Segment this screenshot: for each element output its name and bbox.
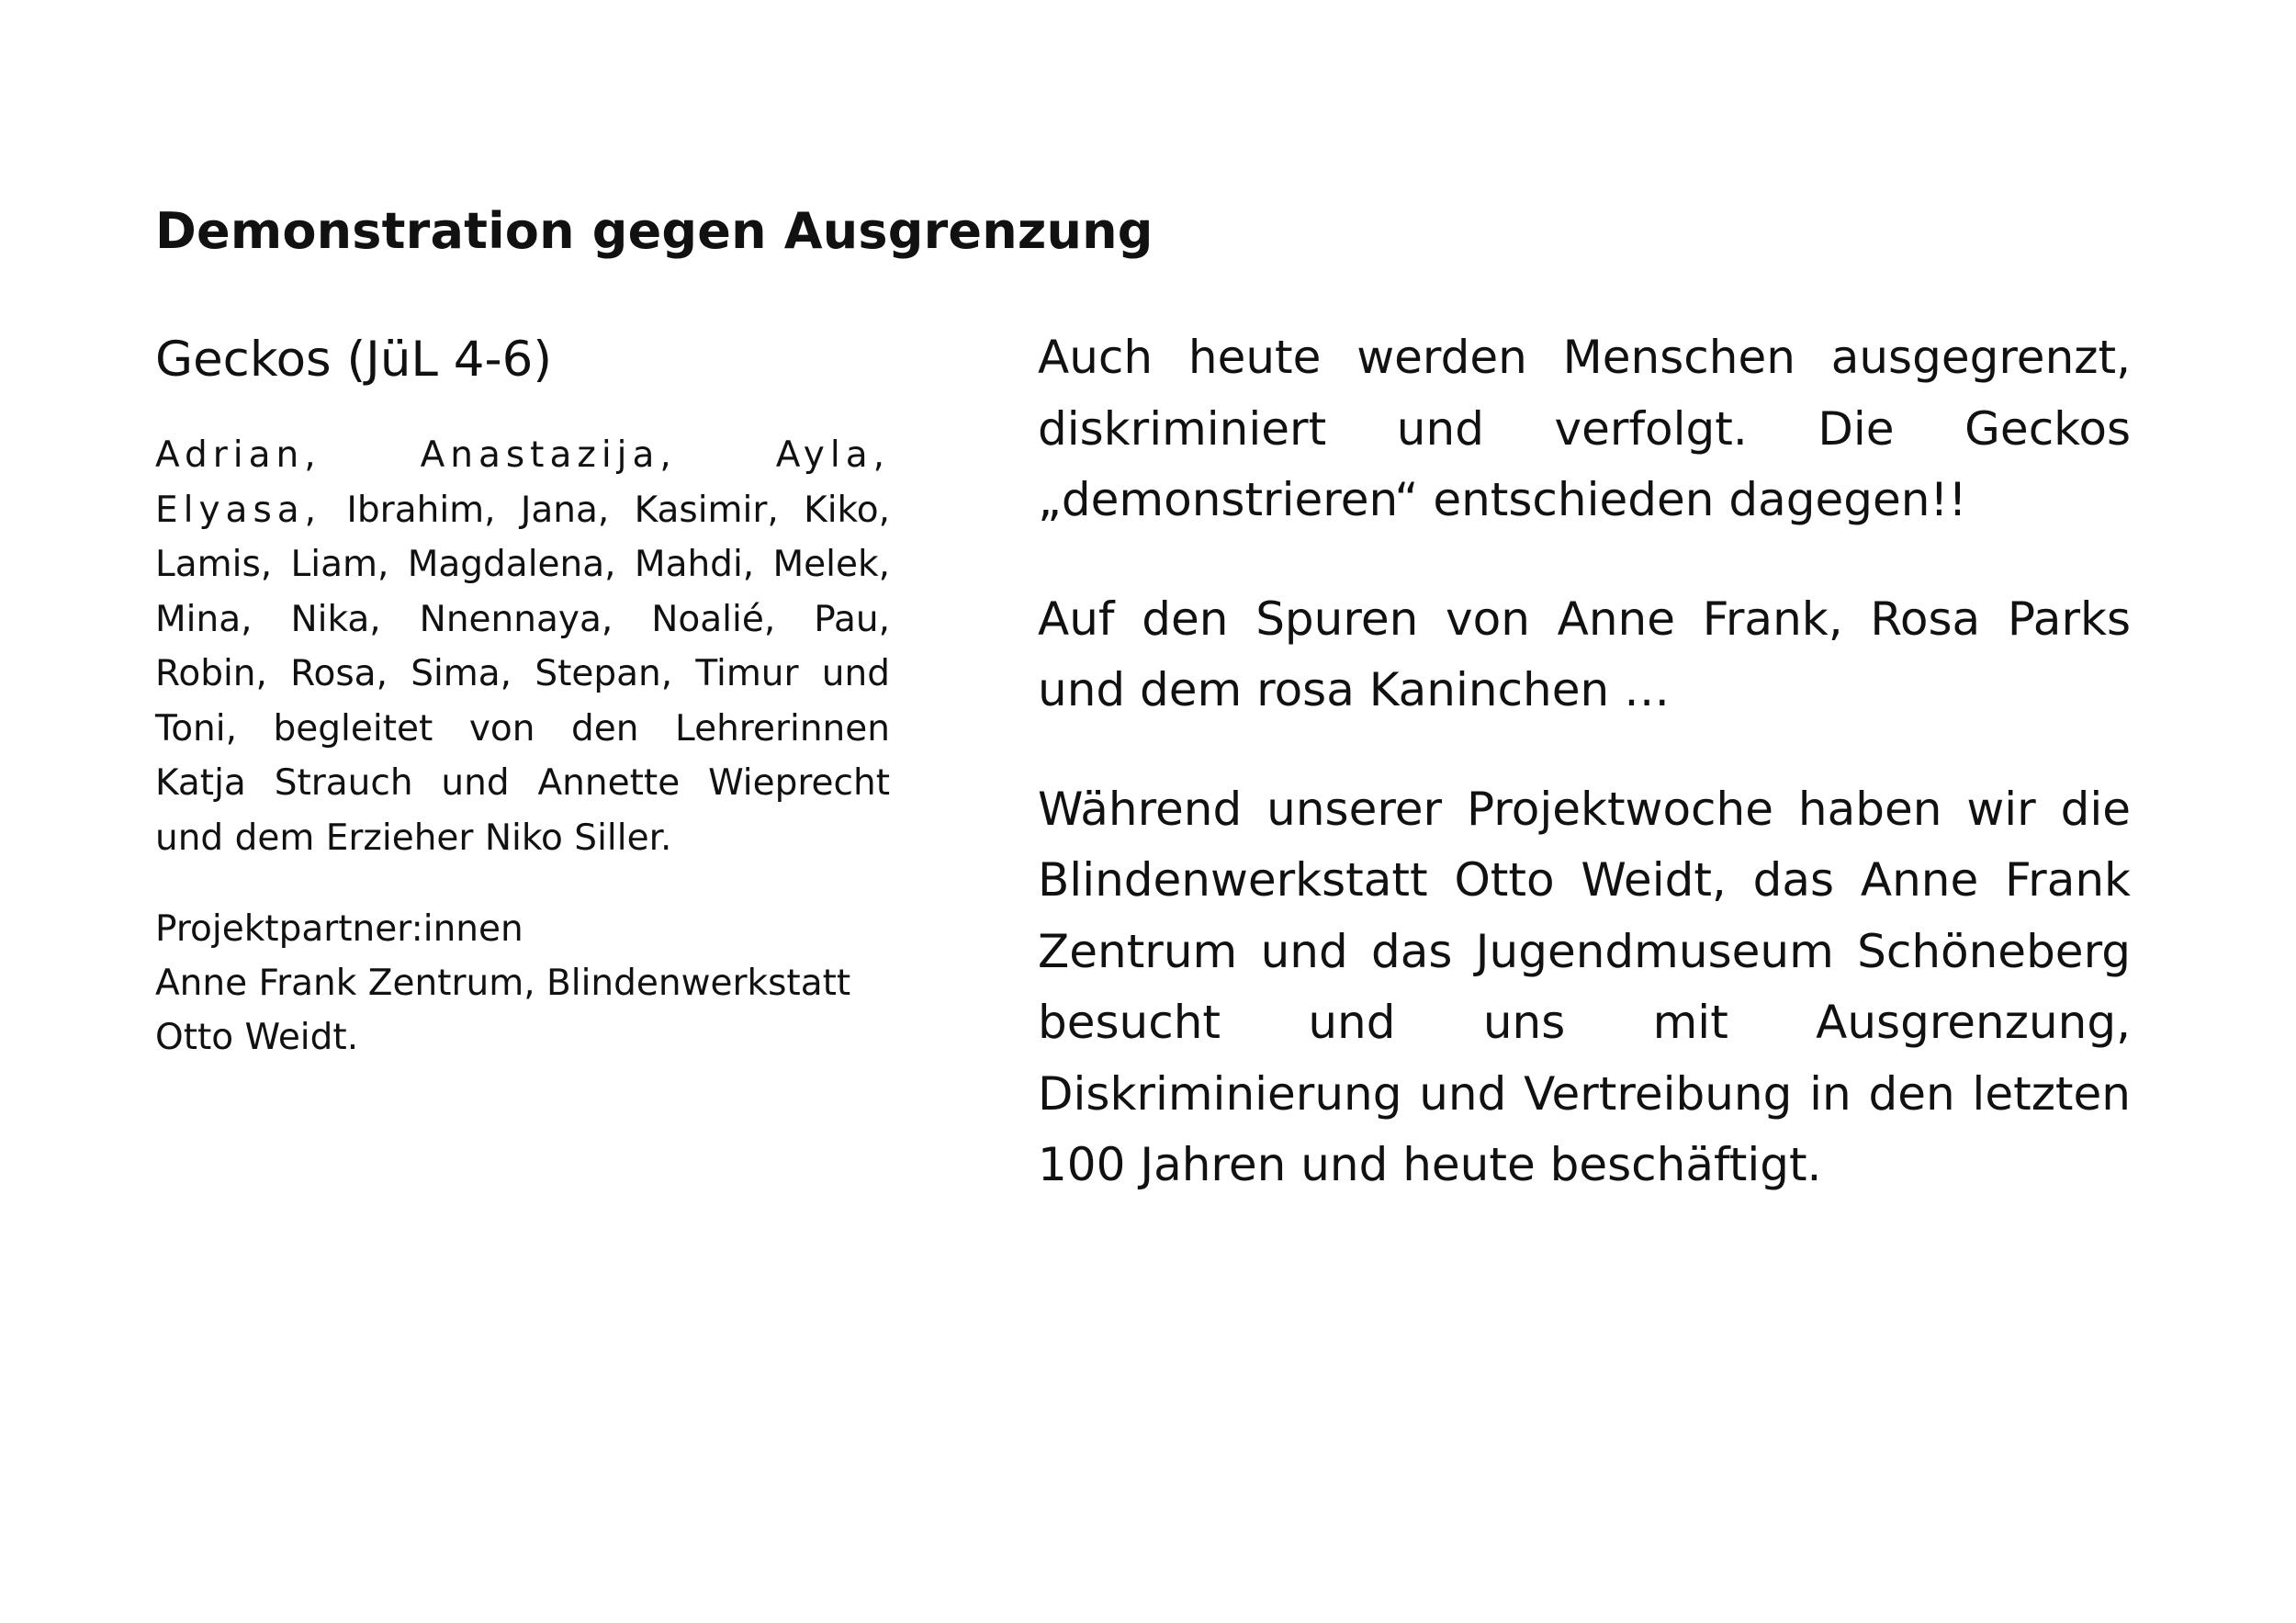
participants-first-line: Adrian, Anastazija, Ayla, Elyasa, (155, 434, 890, 531)
page-title: Demonstration gegen Ausgrenzung (155, 202, 1154, 260)
partners-label: Projektpartner:innen (155, 908, 523, 950)
participants-text (155, 428, 890, 865)
project-info-column (155, 327, 890, 1065)
partners-text: Anne Frank Zentrum, Blindenwerkstatt Otto Weidt. (155, 963, 851, 1058)
group-title: Geckos (JüL 4-6) (155, 332, 553, 388)
participants-remaining: Ibrahim, Jana, Kasimir, Kiko, Lamis, Liam, Magdalena, Mahdi, Melek, Mina, Nika, Nnennaya, Noalié, Pau, Robin, Rosa, Sima, Stepan, Timur und Toni, begleitet von den Lehrerinnen Katja Strauch und Annette Wieprecht und dem Erzieher Niko Siller. (155, 489, 890, 859)
project-description-column (1038, 322, 2131, 1249)
description-paragraph-2: Auf den Spuren von Anne Frank, Rosa Parks und dem rosa Kaninchen … (1038, 592, 2131, 716)
description-paragraph-1: Auch heute werden Menschen ausgegrenzt, diskriminiert und verfolgt. Die Geckos „demonstrieren“ entschieden dagegen!! (1038, 331, 2131, 526)
description-paragraph-3: Während unserer Projektwoche haben wir die Blindenwerkstatt Otto Weidt, das Anne Frank Zentrum und das Jugendmuseum Schöneberg besucht und uns mit Ausgrenzung, Diskriminierung und Vertreibung in den letzten 100 Jahren und heute beschäftigt. (1038, 782, 2131, 1191)
